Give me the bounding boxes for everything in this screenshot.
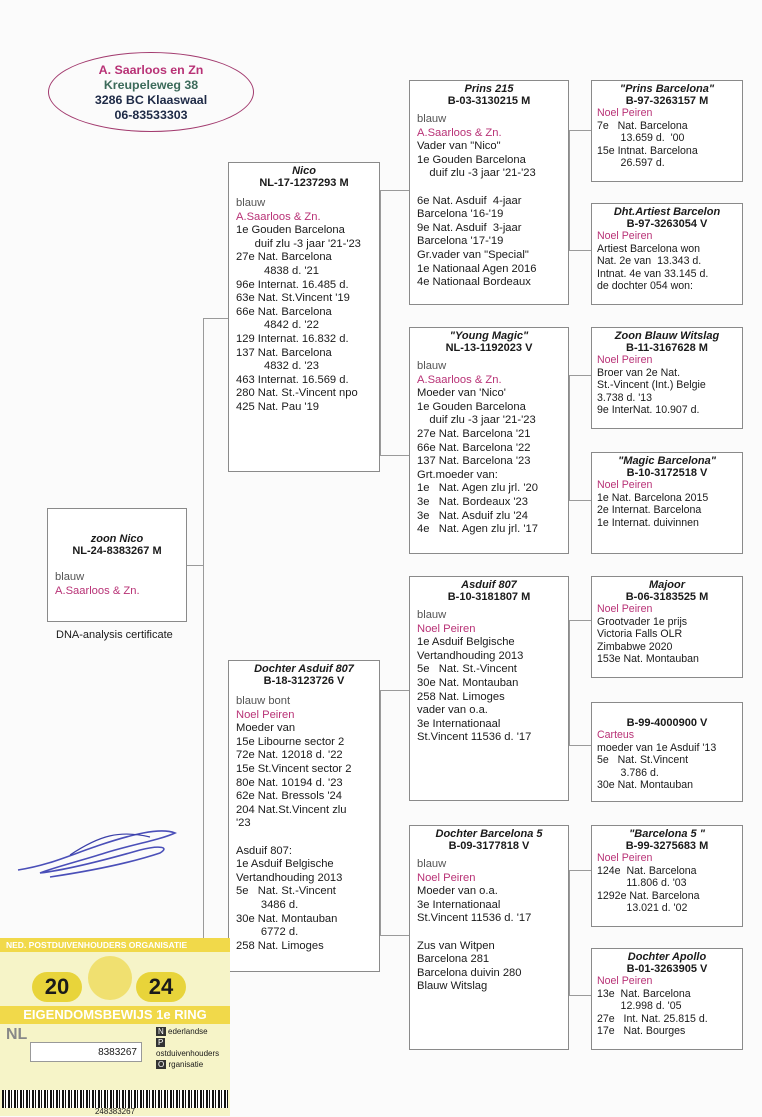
- connector: [380, 190, 381, 455]
- org-word: rganisatie: [168, 1060, 204, 1069]
- record-line: 66e Nat. Barcelona: [236, 305, 332, 318]
- pedigree-card-dam: [228, 660, 380, 972]
- connector: [380, 455, 409, 456]
- record-line: 26.597 d.: [597, 157, 665, 170]
- connector: [569, 620, 591, 621]
- record-line: Barcelona 281: [417, 953, 490, 966]
- record-line: moeder van 1e Asduif '13: [597, 741, 717, 754]
- record-line: 3e Nat. Asduif zlu '24: [417, 509, 528, 522]
- sticker-country: NL: [6, 1026, 28, 1043]
- record-line: 4842 d. '22: [236, 319, 319, 332]
- record-line: 9e Nat. Asduif 3-jaar: [417, 221, 522, 234]
- pedigree-card-ggp-2: [591, 203, 743, 305]
- record-line: 3e Internationaal: [417, 717, 501, 730]
- record-line: Vertandhouding 2013: [236, 871, 343, 884]
- record-line: de dochter 054 won:: [597, 280, 694, 293]
- record-line: 1e Asduif Belgische: [417, 636, 515, 649]
- record-line: Intnat. 4e van 33.145 d.: [597, 267, 709, 280]
- pigeon-owner: Noel Peiren: [597, 479, 653, 491]
- ring-number: B-11-3167628 M: [626, 342, 708, 354]
- record-line: 153e Nat. Montauban: [597, 653, 699, 666]
- org-letter: P: [158, 1038, 164, 1047]
- breeder-name: A. Saarloos en Zn: [98, 63, 204, 77]
- record-line: 11.806 d. '03: [597, 877, 687, 890]
- record-line: Asduif 807:: [236, 844, 292, 857]
- record-line: 4e Nat. Agen zlu jrl. '17: [417, 523, 538, 536]
- ring-number: NL-13-1192023 V: [445, 342, 533, 354]
- record-line: 5e Nat. St.-Vincent: [417, 663, 517, 676]
- record-line: [410, 181, 568, 195]
- connector: [203, 318, 228, 319]
- pedigree-card-ggp-3: [591, 327, 743, 429]
- emblem-icon: [88, 956, 132, 1000]
- ring-number: B-97-3263054 V: [626, 218, 708, 230]
- record-line: 17e Nat. Bourges: [597, 1025, 686, 1038]
- pedigree-card-subject: [47, 508, 187, 622]
- pedigree-card-sire: [228, 162, 380, 472]
- connector: [569, 250, 591, 251]
- pigeon-record: [229, 695, 379, 953]
- pigeon-owner: Noel Peiren: [597, 230, 653, 242]
- pigeon-name: "Prins Barcelona": [619, 83, 715, 95]
- pigeon-owner: Noel Peiren: [417, 871, 476, 884]
- record-line: 30e Nat. Montauban: [236, 912, 338, 925]
- record-line: 204 Nat.St.Vincent zlu: [236, 803, 347, 816]
- pigeon-owner: A.Saarloos & Zn.: [55, 584, 140, 597]
- ring-number: B-03-3130215 M: [447, 95, 531, 107]
- ownership-sticker: [0, 938, 230, 1116]
- ring-number: B-06-3183525 M: [625, 591, 709, 603]
- pigeon-color: blauw: [236, 197, 266, 209]
- pigeon-owner: A.Saarloos & Zn.: [417, 126, 502, 139]
- record-line: 13.659 d. '00: [597, 132, 685, 145]
- pigeon-name: [592, 705, 742, 717]
- record-line: 7e Nat. Barcelona: [597, 119, 688, 132]
- ring-number: B-01-3263905 V: [626, 963, 708, 975]
- pigeon-record: [229, 197, 379, 415]
- record-line: 1e Gouden Barcelona: [417, 400, 526, 413]
- barcode: [2, 1090, 228, 1108]
- record-line: 280 Nat. St.-Vincent npo: [236, 387, 358, 400]
- record-line: 6e Nat. Asduif 4-jaar: [417, 194, 522, 207]
- record-line: [410, 926, 568, 940]
- pigeon-color: blauw: [55, 571, 85, 583]
- record-line: 66e Nat. Barcelona '22: [417, 441, 531, 454]
- pigeon-owner: A.Saarloos & Zn.: [417, 373, 502, 386]
- record-line: St.-Vincent (Int.) Belgie: [597, 379, 706, 392]
- ring-number: B-99-4000900 V: [626, 717, 708, 729]
- record-line: St.Vincent 11536 d. '17: [417, 731, 532, 744]
- record-line: 425 Nat. Pau '19: [236, 400, 319, 413]
- pigeon-name: Asduif 807: [461, 579, 517, 591]
- record-line: 13.021 d. '02: [597, 902, 688, 915]
- record-line: 258 Nat. Limoges: [236, 939, 324, 952]
- record-line: Broer van 2e Nat.: [597, 366, 681, 379]
- pigeon-record: [410, 609, 568, 745]
- record-line: 15e Intnat. Barcelona: [597, 144, 698, 157]
- record-line: 72e Nat. 12018 d. '22: [236, 749, 343, 762]
- record-line: Blauw Witslag: [417, 980, 488, 993]
- dna-certificate-note: DNA-analysis certificate: [56, 629, 173, 641]
- record-line: 62e Nat. Bressols '24: [236, 790, 342, 803]
- record-line: Moeder van: [236, 722, 296, 735]
- record-line: duif zlu -3 jaar '21-'23: [417, 167, 536, 180]
- pigeon-name: Dochter Asduif 807: [254, 663, 354, 675]
- connector: [569, 375, 570, 500]
- record-line: St.Vincent 11536 d. '17: [417, 912, 532, 925]
- record-line: 1e Asduif Belgische: [236, 858, 334, 871]
- record-line: 96e Internat. 16.485 d.: [236, 278, 349, 291]
- sticker-ring-number: 8383267: [30, 1042, 142, 1062]
- sticker-year-left: 20: [32, 972, 82, 1002]
- record-line: duif zlu -3 jaar '21-'23: [417, 414, 536, 427]
- connector: [569, 375, 591, 376]
- record-line: 12.998 d. '05: [597, 1000, 682, 1013]
- breeder-city: 3286 BC Klaaswaal: [94, 93, 208, 107]
- pedigree-card-ggp-4: [591, 452, 743, 554]
- record-line: Moeder van 'Nico': [417, 387, 506, 400]
- record-line: 30e Nat. Montauban: [597, 779, 694, 792]
- record-line: 2e Internat. Barcelona: [597, 504, 702, 517]
- record-line: 1e Gouden Barcelona: [236, 224, 345, 237]
- record-line: 6772 d.: [236, 926, 299, 939]
- pigeon-record: [410, 858, 568, 994]
- record-line: 30e Nat. Montauban: [417, 676, 519, 689]
- record-line: 1e Nationaal Agen 2016: [417, 262, 537, 275]
- pedigree-card-grandsire-paternal: [409, 80, 569, 305]
- record-line: Barcelona '16-'19: [417, 208, 504, 221]
- connector: [380, 190, 409, 191]
- record-line: Barcelona '17-'19: [417, 235, 504, 248]
- record-line: 5e Nat. St.-Vincent: [236, 885, 336, 898]
- pigeon-color: blauw: [417, 113, 447, 125]
- record-line: Grt.moeder van:: [417, 468, 498, 481]
- record-line: Victoria Falls OLR: [597, 628, 683, 641]
- barcode-number: 248383267: [94, 1107, 136, 1116]
- ring-number: B-10-3181807 M: [447, 591, 531, 603]
- record-line: 1e Gouden Barcelona: [417, 153, 526, 166]
- pigeon-owner: Noel Peiren: [597, 603, 653, 615]
- record-line: 3.738 d. '13: [597, 391, 653, 404]
- record-line: Zimbabwe 2020: [597, 640, 673, 653]
- record-line: 4e Nationaal Bordeaux: [417, 276, 531, 289]
- pedigree-card-granddam-paternal: [409, 327, 569, 554]
- record-line: 15e Libourne sector 2: [236, 735, 345, 748]
- connector: [569, 130, 591, 131]
- record-line: [229, 831, 379, 845]
- record-line: Vertandhouding 2013: [417, 649, 524, 662]
- pigeon-name: Nico: [292, 165, 316, 177]
- connector: [569, 870, 570, 995]
- pigeon-record: [410, 113, 568, 290]
- org-letter: N: [158, 1027, 164, 1036]
- ring-number: B-18-3123726 V: [263, 675, 345, 687]
- pedigree-card-ggp-7: [591, 825, 743, 927]
- pigeon-owner: Carteus: [597, 729, 635, 741]
- record-line: Vader van "Nico": [417, 140, 501, 153]
- breeder-stamp: [48, 52, 254, 132]
- record-line: 1292e Nat. Barcelona: [597, 889, 700, 902]
- pigeon-name: Majoor: [648, 579, 686, 591]
- record-line: Nat. 2e van 13.343 d.: [597, 255, 702, 268]
- record-line: 13e Nat. Barcelona: [597, 987, 691, 1000]
- record-line: 3e Internationaal: [417, 898, 501, 911]
- pigeon-record: [410, 360, 568, 537]
- pigeon-name: Zoon Blauw Witslag: [614, 330, 720, 342]
- record-line: 1e Internat. duivinnen: [597, 516, 699, 529]
- pedigree-card-ggp-8: [591, 948, 743, 1050]
- sticker-org: NED. POSTDUIVENHOUDERS ORGANISATIE: [6, 940, 188, 950]
- pigeon-owner: Noel Peiren: [597, 852, 653, 864]
- connector: [380, 935, 409, 936]
- record-line: 3486 d.: [236, 898, 299, 911]
- pigeon-owner: Noel Peiren: [597, 354, 653, 366]
- pedigree-card-ggp-6: [591, 702, 743, 802]
- breeder-phone: 06-83533303: [114, 108, 188, 122]
- pigeon-owner: A.Saarloos & Zn.: [236, 210, 321, 223]
- org-letter: O: [158, 1060, 165, 1069]
- record-line: 1e Nat. Agen zlu jrl. '20: [417, 482, 538, 495]
- record-line: 124e Nat. Barcelona: [597, 864, 697, 877]
- pigeon-name: Dht.Artiest Barcelon: [613, 206, 721, 218]
- sticker-org-block: [156, 1026, 230, 1070]
- pigeon-owner: Noel Peiren: [417, 622, 476, 635]
- connector: [186, 565, 204, 566]
- record-line: Artiest Barcelona won: [597, 242, 701, 255]
- record-line: 27e Nat. Barcelona '21: [417, 427, 531, 440]
- connector: [569, 620, 570, 745]
- record-line: 1e Nat. Barcelona 2015: [597, 491, 709, 504]
- pedigree-card-ggp-5: [591, 576, 743, 678]
- record-line: 463 Internat. 16.569 d.: [236, 373, 349, 386]
- connector: [569, 870, 591, 871]
- record-line: 3e Nat. Bordeaux '23: [417, 495, 528, 508]
- pigeon-name: "Young Magic": [449, 330, 529, 342]
- ring-number: B-97-3263157 M: [625, 95, 709, 107]
- ring-number: B-10-3172518 V: [626, 467, 708, 479]
- pigeon-color: blauw: [417, 360, 447, 372]
- connector: [569, 995, 591, 996]
- pigeon-name: "Magic Barcelona": [618, 455, 716, 467]
- record-line: '23: [236, 817, 251, 830]
- org-word: ostduivenhouders: [156, 1049, 220, 1058]
- record-line: 27e Nat. Barcelona: [236, 251, 332, 264]
- record-line: 258 Nat. Limoges: [417, 690, 505, 703]
- pigeon-owner: Noel Peiren: [597, 107, 653, 119]
- connector-subject: [203, 318, 204, 980]
- pigeon-name: Prins 215: [464, 83, 514, 95]
- sticker-title: EIGENDOMSBEWIJS 1e RING: [0, 1006, 230, 1024]
- ring-number: B-09-3177818 V: [448, 840, 530, 852]
- org-word: ederlandse: [168, 1027, 208, 1036]
- breeder-street: Kreupeleweg 38: [103, 78, 199, 92]
- connector: [569, 745, 591, 746]
- record-line: 80e Nat. 10194 d. '23: [236, 776, 343, 789]
- connector: [569, 130, 570, 250]
- pigeon-color: blauw: [417, 609, 447, 621]
- pigeon-owner: Noel Peiren: [597, 975, 653, 987]
- record-line: Grootvader 1e prijs: [597, 615, 688, 628]
- record-line: 129 Internat. 16.832 d.: [236, 332, 349, 345]
- connector: [380, 690, 409, 691]
- pedigree-card-grandsire-maternal: [409, 576, 569, 801]
- pigeon-name: Dochter Barcelona 5: [435, 828, 543, 840]
- pigeon-color: blauw: [417, 858, 447, 870]
- pigeon-color: blauw bont: [236, 695, 291, 707]
- record-line: vader van o.a.: [417, 704, 488, 717]
- record-line: 5e Nat. St.Vincent: [597, 754, 689, 767]
- pigeon-name: Dochter Apollo: [627, 951, 707, 963]
- record-line: 63e Nat. St.Vincent '19: [236, 292, 350, 305]
- pigeon-name: "Barcelona 5 ": [629, 828, 705, 840]
- pedigree-card-granddam-maternal: [409, 825, 569, 1050]
- pedigree-card-ggp-1: [591, 80, 743, 182]
- sticker-year-right: 24: [136, 972, 186, 1002]
- record-line: Moeder van o.a.: [417, 885, 498, 898]
- record-line: Gr.vader van "Special": [417, 248, 529, 261]
- pigeon-name: zoon Nico: [90, 533, 144, 545]
- record-line: Zus van Witpen: [417, 939, 495, 952]
- signature-scribble: [10, 815, 190, 890]
- record-line: 15e St.Vincent sector 2: [236, 762, 352, 775]
- record-line: 3.786 d.: [597, 766, 659, 779]
- record-line: 137 Nat. Barcelona '23: [417, 455, 531, 468]
- ring-number: NL-17-1237293 M: [259, 177, 349, 189]
- record-line: 27e Int. Nat. 25.815 d.: [597, 1012, 708, 1025]
- record-line: Barcelona duivin 280: [417, 966, 522, 979]
- record-line: duif zlu -3 jaar '21-'23: [236, 237, 361, 250]
- pigeon-owner: Noel Peiren: [236, 708, 295, 721]
- connector: [380, 690, 381, 935]
- ring-number: B-99-3275683 M: [625, 840, 709, 852]
- record-line: 9e InterNat. 10.907 d.: [597, 404, 700, 417]
- connector: [569, 500, 591, 501]
- record-line: 4832 d. '23: [236, 360, 319, 373]
- record-line: 137 Nat. Barcelona: [236, 346, 332, 359]
- record-line: 4838 d. '21: [236, 264, 319, 277]
- ring-number: NL-24-8383267 M: [72, 545, 162, 557]
